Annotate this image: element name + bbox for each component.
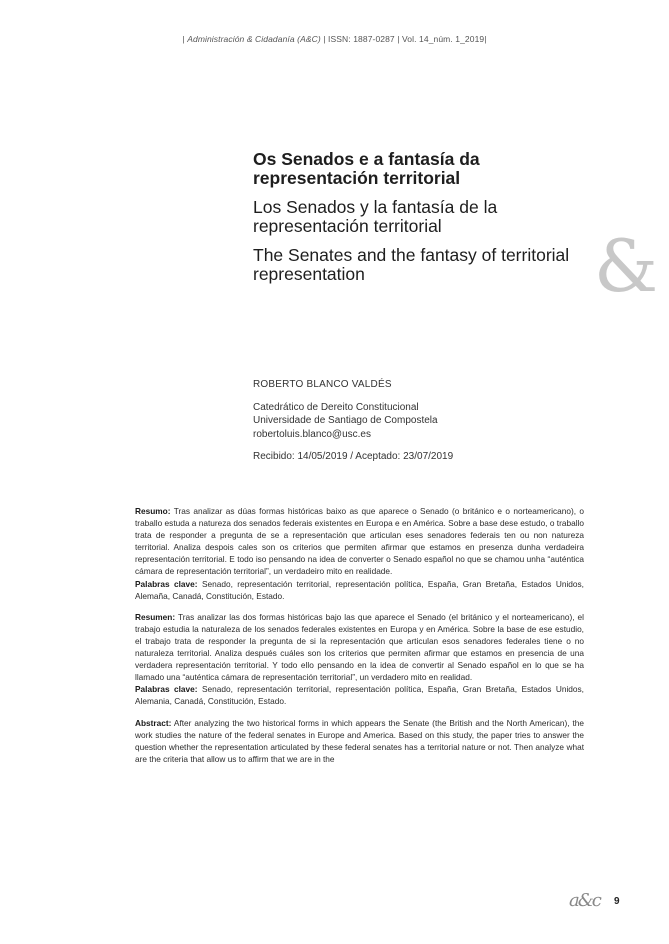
resumo-keywords-label: Palabras clave: (135, 578, 198, 589)
resumo-text: Tras analizar as dúas formas históricas baixo as que aparece o Senado (o británico e o norteamericano), o traballo estuda a natureza dos senados federais existentes en Europa e en América. Sobre a base dese estudo, o traballo trata de responder a pregunta de se a representación que articulan eses senadores federais ten ou non natureza territorial. Analiza despois cales son os criterios que permiten afirmar que estamos en presenza dunha verdadeira representación territorial. E todo iso pensando na idea de converter o Senado español no que se chamou unha “auténtica cámara de representación territorial”, un verdadeiro mito en realidade. (135, 506, 585, 577)
title-spanish: Los Senados y la fantasía de la representación territorial (253, 197, 498, 236)
abstract-paragraph (135, 717, 584, 765)
resumo-label: Resumo: (135, 506, 171, 516)
author-institution: Universidade de Santiago de Compostela (253, 415, 438, 426)
journal-logo: a&c (569, 890, 600, 911)
received-accepted-dates: Recibido: 14/05/2019 / Aceptado: 23/07/2019 (253, 451, 454, 462)
page-number: 9 (614, 896, 620, 907)
ampersand-decoration: & (594, 224, 659, 308)
resumo-keywords-text: Senado, representación territorial, representación política, España, Gran Bretaña, Estados Unidos, Alemaña, Canadá, Constitución, Estado. (135, 578, 584, 601)
volume-info: Vol. 14_núm. 1_2019 (402, 34, 485, 44)
resumen-paragraph (135, 611, 584, 684)
resumen-text: Tras analizar las dos formas históricas bajo las que aparece el Senado (el británico y el norteamericano), el trabajo estudia la naturaleza de los senados federales existentes en Europa y en América. Sobre la base de ese estudio, el trabajo trata de responder la pregunta de si la representación que articulan esos senadores federales tiene o no naturaleza territorial. Analiza después cuáles son los criterios que permiten afirmar que estamos en presencia de una verdadera representación territorial. Y todo ello pensando en la idea de convertir al Senado español en lo que se ha llamado una “auténtica cámara de representación territorial”, un verdadero mito en realidad. (135, 611, 584, 683)
running-header: | Administración & Cidadanía (A&C) | ISSN: 1887-0287 | Vol. 14_núm. 1_2019| (182, 34, 487, 44)
journal-name: Administración & Cidadanía (A&C) (187, 34, 321, 44)
author-name: ROBERTO BLANCO VALDÉS (253, 379, 392, 390)
author-email: robertoluis.blanco@usc.es (253, 428, 371, 440)
abstracts-section (135, 505, 584, 765)
resumen-keywords-label: Palabras clave: (135, 684, 198, 695)
article-titles (253, 150, 593, 294)
title-galician: Os Senados e a fantasía da representación territorial (253, 149, 480, 188)
issn: ISSN: 1887-0287 (328, 34, 395, 44)
resumen-keywords-text: Senado, representación territorial, representación política, España, Gran Bretaña, Estados Unidos, Alemania, Canadá, Constitución, Estado. (135, 684, 584, 707)
resumo-keywords (135, 578, 584, 602)
author-block (253, 378, 593, 464)
author-position: Catedrático de Dereito Constitucional (253, 401, 419, 413)
abstract-text: After analyzing the two historical forms in which appears the Senate (the British and the North American), the work studies the nature of the federal senates in Europe and America. Based on this study, the paper tries to answer the question whether the representation articulated by these federal senates has a territorial nature or not. Then analyze what are the criteria that allow us to affirm that we are in the (135, 717, 584, 764)
abstract-label: Abstract: (135, 717, 172, 728)
resumen-label: Resumen: (135, 611, 176, 622)
resumo-paragraph (135, 505, 584, 578)
title-english: The Senates and the fantasy of territorial representation (253, 245, 570, 284)
resumen-keywords (135, 683, 584, 707)
